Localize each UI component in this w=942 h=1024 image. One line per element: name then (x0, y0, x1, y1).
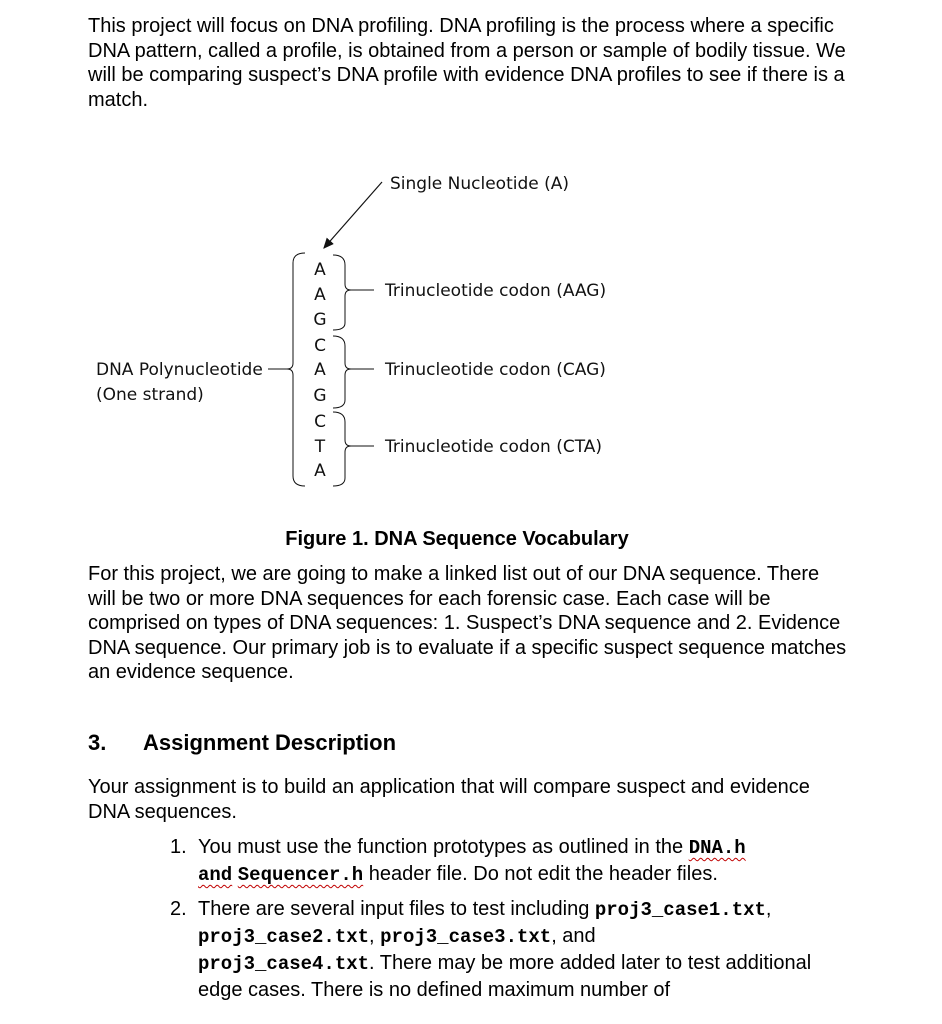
list-item (170, 896, 850, 1003)
dna-figure (0, 160, 942, 500)
nucleotide-letter: G (313, 310, 327, 330)
list-text: You must use the function prototypes as outlined in the (198, 836, 689, 858)
strand-bracket (287, 253, 305, 486)
intro-paragraph: This project will focus on DNA profiling. DNA profiling is the process where a specific DNA pattern, called a profile, is obtained from a person or sample of bodily tissue. We will be comparing suspect’s DNA profile with evidence DNA profiles to see if there is a match. (88, 15, 846, 111)
codon-label-1: Trinucleotide codon (AAG) (385, 281, 607, 301)
section-title: Assignment Description (143, 730, 397, 755)
list-text: There are several input files to test including (198, 898, 595, 920)
figure-caption: Figure 1. DNA Sequence Vocabulary (285, 528, 629, 550)
assignment-paragraph: Your assignment is to build an application that will compare suspect and evidence DNA sequences. (88, 776, 810, 823)
nucleotide-letter: C (314, 336, 326, 356)
list-item-body (198, 834, 850, 888)
nucleotide-letter: A (314, 285, 326, 305)
polynucleotide-sublabel: (One strand) (96, 385, 204, 405)
polynucleotide-label: DNA Polynucleotide (96, 360, 263, 380)
code-case4: proj3_case4.txt (198, 953, 370, 975)
list-item-body (198, 896, 850, 1003)
arrow-to-nucleotide (324, 182, 382, 248)
codon-bracket-1 (333, 255, 351, 330)
list-separator: , and (551, 925, 596, 947)
code-sequencer-h: Sequencer.h (237, 864, 364, 886)
codon-bracket-2 (333, 336, 351, 408)
nucleotide-letter: G (313, 386, 327, 406)
codon-bracket-3 (333, 412, 351, 486)
nucleotide-letter: A (314, 461, 326, 481)
section-number: 3. (88, 730, 107, 755)
nucleotide-letter: C (314, 412, 326, 432)
nucleotide-letter: A (314, 360, 326, 380)
code-case2: proj3_case2.txt (198, 926, 370, 948)
linked-list-paragraph: For this project, we are going to make a linked list out of our DNA sequence. There will be two or more DNA sequences for each forensic case. Each case will be comprised on types of DNA sequences: 1. Suspect’s DNA sequence and 2. Evidence DNA sequence. Our primary job is to evaluate if a specific suspect sequence matches an evidence sequence. (88, 563, 847, 683)
list-separator: , (369, 925, 381, 947)
code-case3: proj3_case3.txt (380, 926, 552, 948)
list-marker: 2. (170, 898, 187, 920)
dna-diagram (0, 160, 942, 500)
nucleotide-letter: A (314, 260, 326, 280)
list-text: header file. Do not edit the header files. (363, 863, 718, 885)
section-heading (88, 730, 396, 756)
code-and: and (198, 864, 233, 886)
code-case1: proj3_case1.txt (594, 899, 766, 921)
codon-label-2: Trinucleotide codon (CAG) (385, 360, 606, 380)
list-text: . There may be more added later to test additional edge cases. There is no defined maximum number of (198, 952, 812, 1001)
codon-label-3: Trinucleotide codon (CTA) (385, 437, 603, 457)
nucleotide-letter: T (314, 437, 326, 457)
single-nucleotide-label: Single Nucleotide (A) (390, 174, 570, 194)
list-marker: 1. (170, 836, 187, 858)
code-dna-h: DNA.h (688, 837, 746, 859)
list-separator: , (765, 898, 772, 920)
list-item (170, 834, 850, 888)
